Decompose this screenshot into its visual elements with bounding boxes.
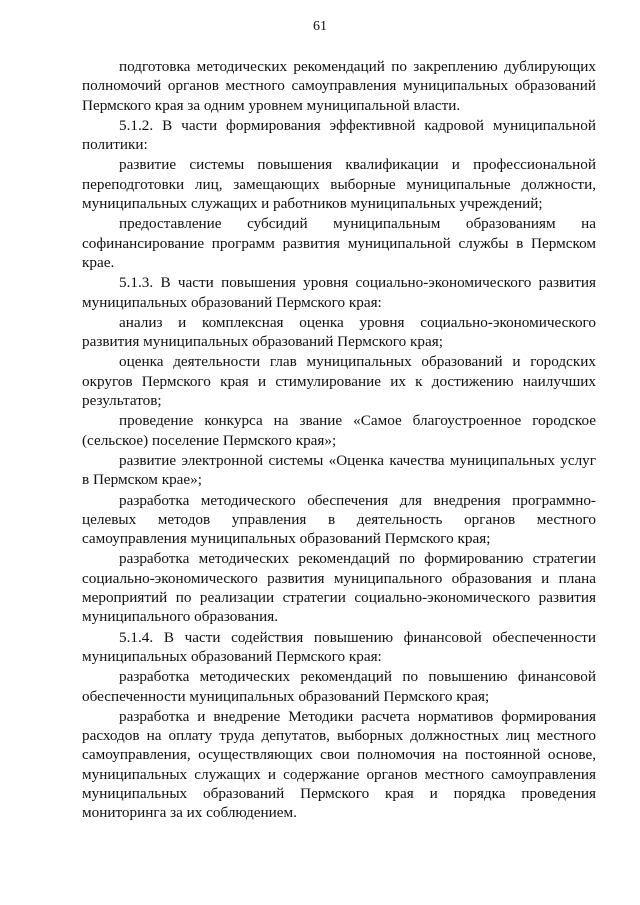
document-body	[82, 57, 596, 824]
paragraph: анализ и комплексная оценка уровня социально-экономического развития муниципальных образований Пермского края;	[82, 313, 596, 351]
paragraph: предоставление субсидий муниципальным образованиям на софинансирование программ развития муниципальной службы в Пермском крае.	[82, 215, 596, 271]
paragraph: оценка деятельности глав муниципальных образований и городских округов Пермского края и стимулирование их к достижению наилучших результатов;	[82, 353, 596, 410]
section-heading-5-1-2: 5.1.2. В части формирования эффективной кадровой муниципальной политики:	[82, 116, 596, 154]
paragraph: развитие системы повышения квалификации и профессиональной переподготовки лиц, замещающих выборные муниципальные должности, муниципальных служащих и работников муниципальных учреждений;	[82, 156, 596, 213]
paragraph: разработка методического обеспечения для внедрения программно-целевых методов управления в деятельность органов местного самоуправления муниципальных образований Пермского края;	[82, 491, 596, 548]
section-heading-5-1-3: 5.1.3. В части повышения уровня социально-экономического развития муниципальных образований Пермского края:	[82, 274, 596, 311]
paragraph: проведение конкурса на звание «Самое благоустроенное городское (сельское) поселение Пермского края»;	[82, 412, 596, 449]
paragraph: развитие электронной системы «Оценка качества муниципальных услуг в Пермском крае»;	[82, 451, 596, 489]
section-heading-5-1-4: 5.1.4. В части содействия повышению финансовой обеспеченности муниципальных образований Пермского края:	[82, 628, 596, 665]
paragraph: подготовка методических рекомендаций по закреплению дублирующих полномочий органов местного самоуправления муниципальных образований Пермского края за одним уровнем муниципальной власти.	[82, 58, 596, 114]
paragraph: разработка и внедрение Методики расчета нормативов формирования расходов на оплату труда депутатов, выборных должностных лиц местного самоуправления, осуществляющих свои полномочия на постоянной основе, муниципальных служащих и содержание органов местного самоуправления муниципальных образований Пермского края и порядка проведения мониторинга за их соблюдением.	[82, 707, 596, 822]
page-number: 61	[313, 19, 327, 34]
paragraph: разработка методических рекомендаций по формированию стратегии социально-экономического развития муниципального образования и плана мероприятий по реализации стратегии социально-экономического развития муниципального образования.	[82, 550, 596, 626]
paragraph: разработка методических рекомендаций по повышению финансовой обеспеченности муниципальных образований Пермского края;	[82, 668, 596, 705]
